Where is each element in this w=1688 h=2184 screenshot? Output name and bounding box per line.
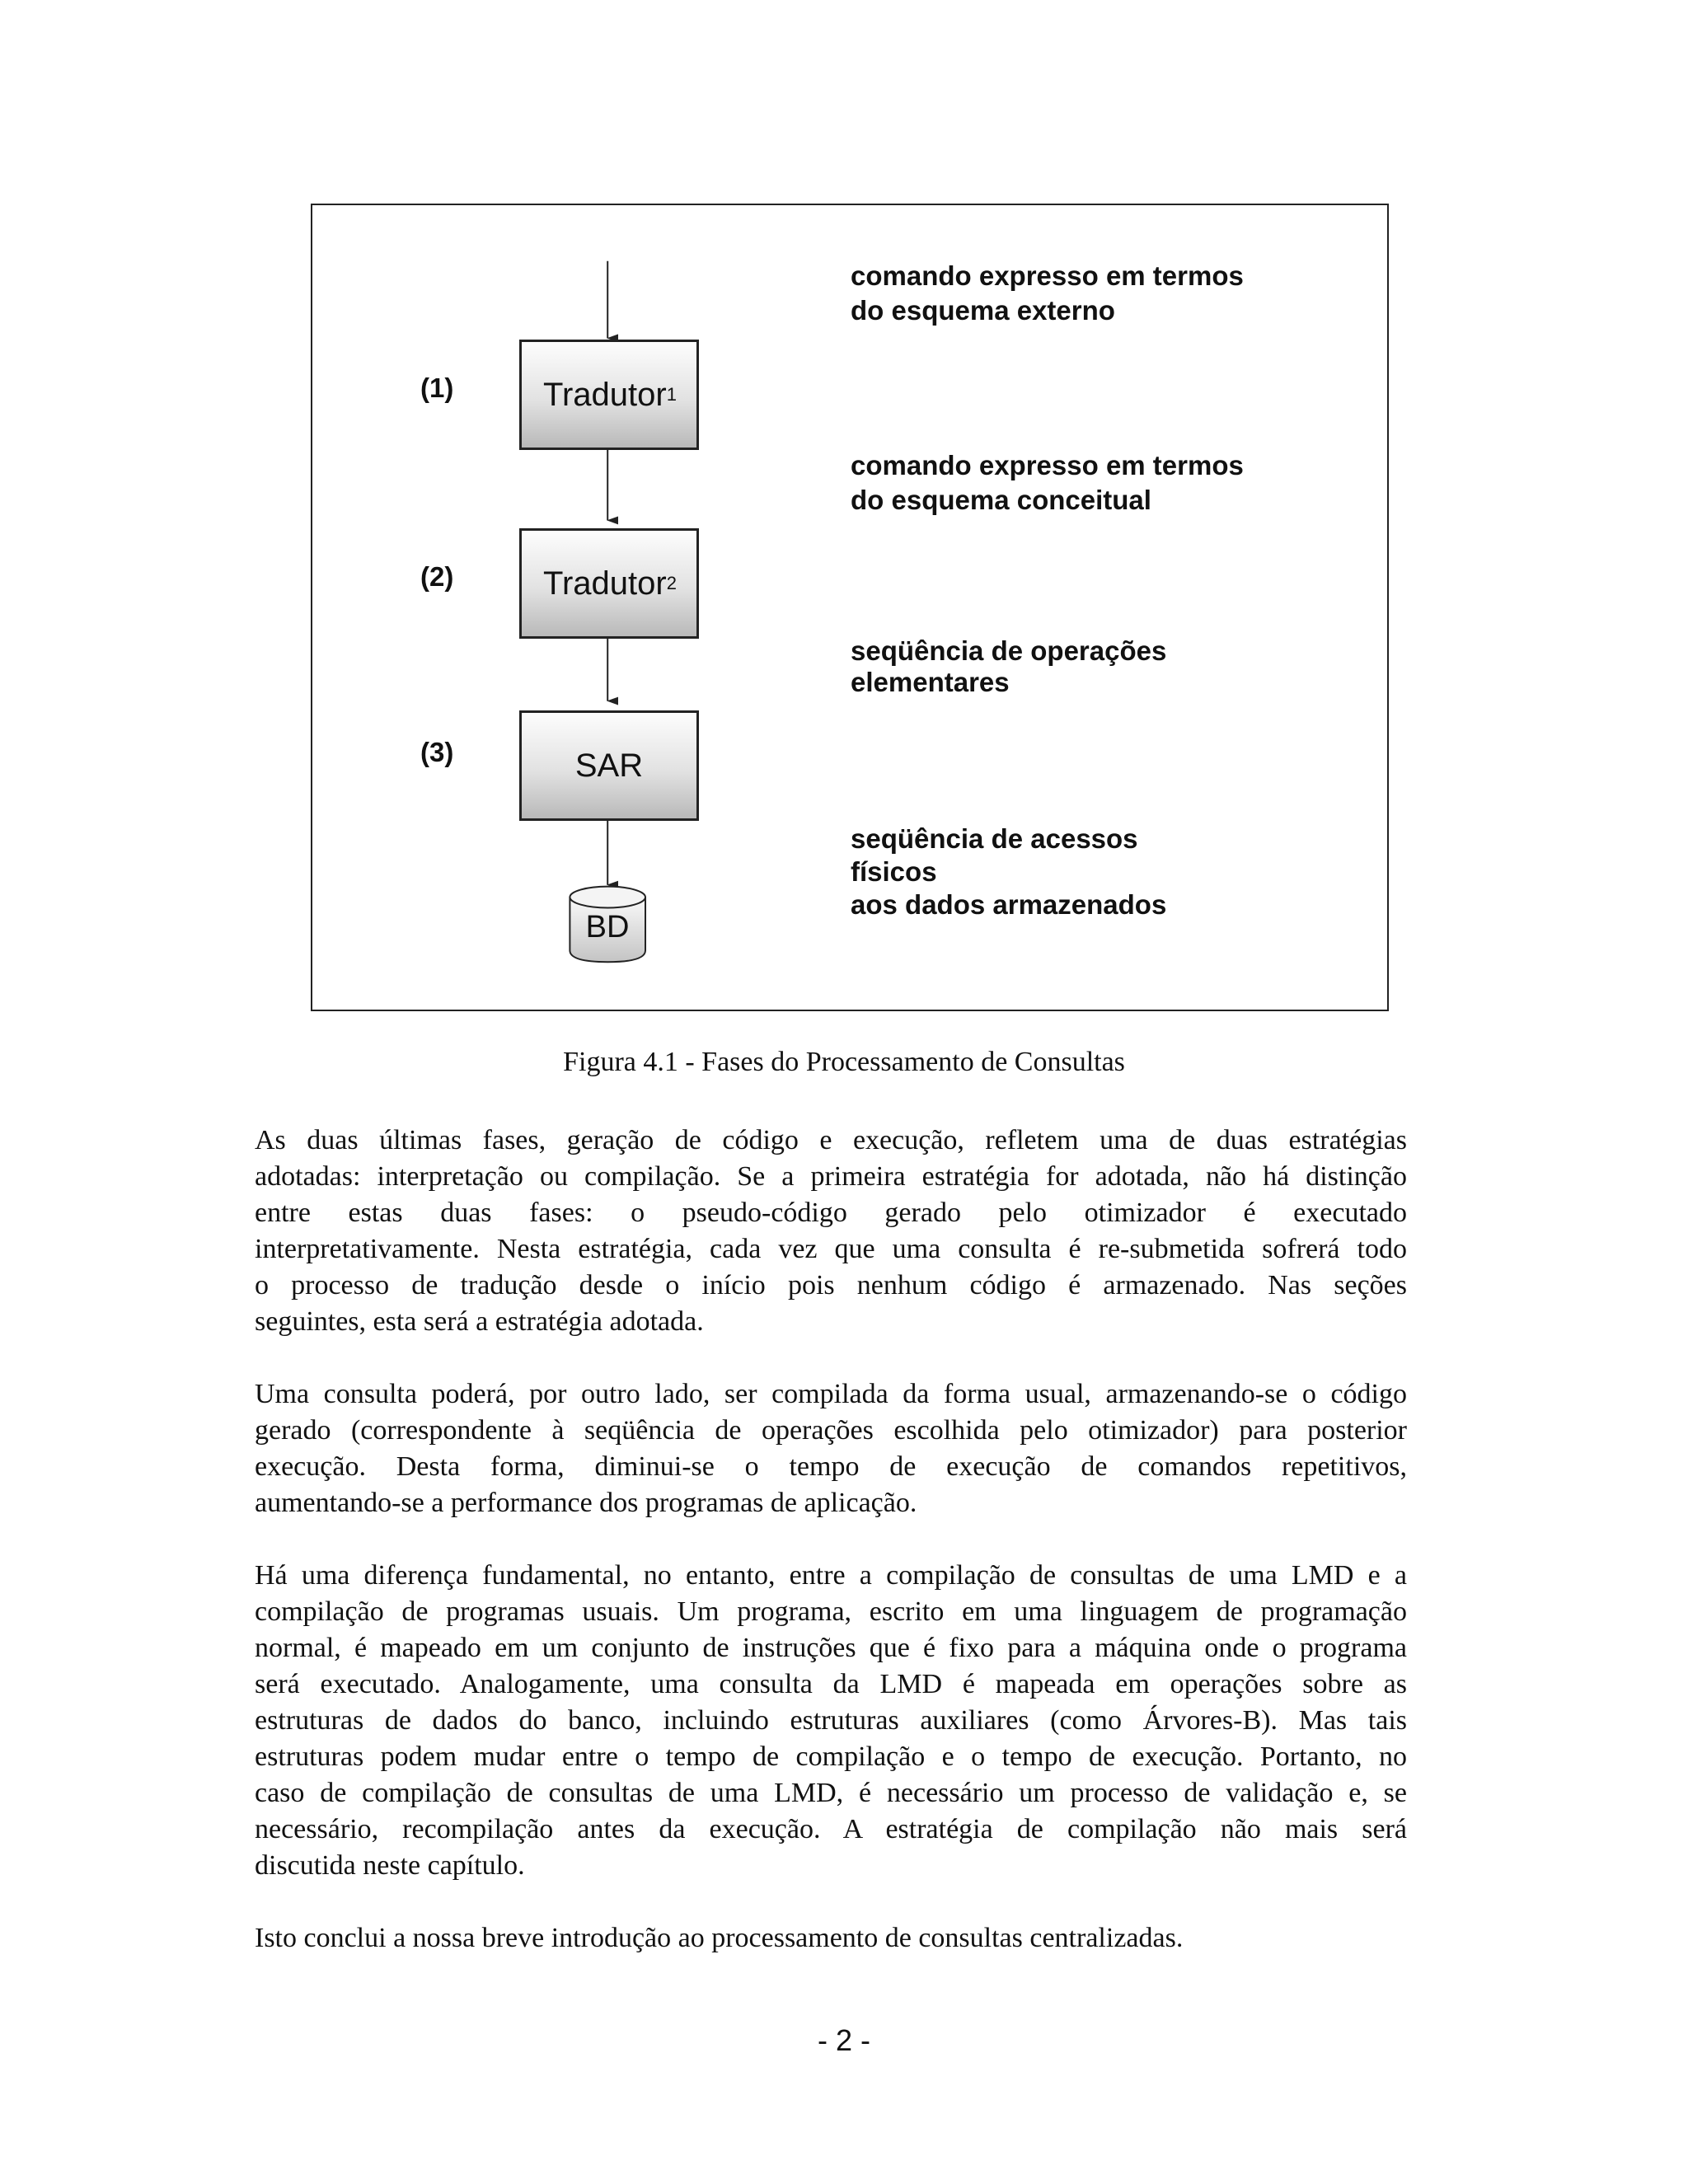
text-line: gerado (correspondente à seqüência de operações escolhida pelo otimizador) para posterior	[255, 1415, 1407, 1446]
description-external-schema	[851, 259, 1244, 328]
description-elementary-operations	[851, 635, 1166, 698]
description-line: elementares	[851, 667, 1010, 697]
text-line: seguintes, esta será a estratégia adotada.	[255, 1306, 704, 1337]
text-line: execução. Desta forma, diminui-se o tempo de execução de comandos repetitivos,	[255, 1451, 1407, 1482]
text-line: o processo de tradução desde o início pois nenhum código é armazenado. Nas seções	[255, 1270, 1407, 1301]
phase-label-3: (3)	[420, 737, 454, 767]
text-line: estruturas podem mudar entre o tempo de compilação e o tempo de execução. Portanto, no	[255, 1741, 1407, 1772]
text-line: adotadas: interpretação ou compilação. Se a primeira estratégia for adotada, não há distinção	[255, 1161, 1407, 1192]
description-line: físicos	[851, 856, 937, 887]
description-line: comando expresso em termos	[851, 450, 1244, 480]
text-line: normal, é mapeado em um conjunto de instruções que é fixo para a máquina onde o programa	[255, 1633, 1407, 1663]
text-line: caso de compilação de consultas de uma LMD, é necessário um processo de validação e, se	[255, 1778, 1407, 1808]
text-line: interpretativamente. Nesta estratégia, cada vez que uma consulta é re-submetida sofrerá todo	[255, 1234, 1407, 1264]
description-line: comando expresso em termos	[851, 260, 1244, 291]
text-line: aumentando-se a performance dos programas de aplicação.	[255, 1488, 917, 1518]
tradutor2-box	[519, 528, 699, 639]
paragraph-conclusion	[255, 1920, 1407, 1957]
description-line: do esquema conceitual	[851, 485, 1151, 515]
figure-caption: Figura 4.1 - Fases do Processamento de Consultas	[563, 1047, 1125, 1077]
description-physical-accesses	[851, 823, 1166, 921]
phase-label-1: (1)	[420, 373, 454, 403]
paragraph-lmd-difference	[255, 1558, 1407, 1884]
text-line: Uma consulta poderá, por outro lado, ser compilada da forma usual, armazenando-se o código	[255, 1379, 1407, 1409]
phase-label-2: (2)	[420, 561, 454, 592]
text-line: entre estas duas fases: o pseudo-código gerado pelo otimizador é executado	[255, 1197, 1407, 1228]
sar-box	[519, 710, 699, 821]
text-line: As duas últimas fases, geração de código e execução, refletem uma de duas estratégias	[255, 1125, 1407, 1155]
tradutor1-subscript: 1	[666, 384, 677, 405]
description-line: aos dados armazenados	[851, 889, 1167, 920]
page-number: - 2 -	[817, 2023, 870, 2057]
description-line: do esquema externo	[851, 295, 1115, 326]
description-line: seqüência de operações	[851, 635, 1167, 666]
text-line: Há uma diferença fundamental, no entanto, entre a compilação de consultas de uma LMD e a	[255, 1560, 1407, 1591]
description-line: seqüência de acessos	[851, 823, 1138, 854]
tradutor2-label: Tradutor	[543, 565, 667, 602]
sar-label: SAR	[574, 747, 644, 784]
figure-frame	[311, 204, 1389, 1011]
database-label: BD	[585, 910, 630, 944]
text-line: necessário, recompilação antes da execução. A estratégia de compilação não mais será	[255, 1814, 1407, 1844]
paragraph-strategies	[255, 1122, 1407, 1340]
tradutor2-subscript: 2	[666, 573, 677, 593]
text-line: Isto conclui a nossa breve introdução ao processamento de consultas centralizadas.	[255, 1923, 1184, 1953]
text-line: será executado. Analogamente, uma consulta da LMD é mapeada em operações sobre as	[255, 1669, 1407, 1699]
description-conceptual-schema	[851, 448, 1244, 518]
text-line: estruturas de dados do banco, incluindo estruturas auxiliares (como Árvores-B). Mas tais	[255, 1705, 1407, 1736]
paragraph-compilation	[255, 1376, 1407, 1521]
text-line: compilação de programas usuais. Um programa, escrito em uma linguagem de programação	[255, 1596, 1407, 1627]
text-line: discutida neste capítulo.	[255, 1850, 525, 1881]
tradutor1-label: Tradutor	[543, 376, 667, 413]
tradutor1-box	[519, 340, 699, 450]
